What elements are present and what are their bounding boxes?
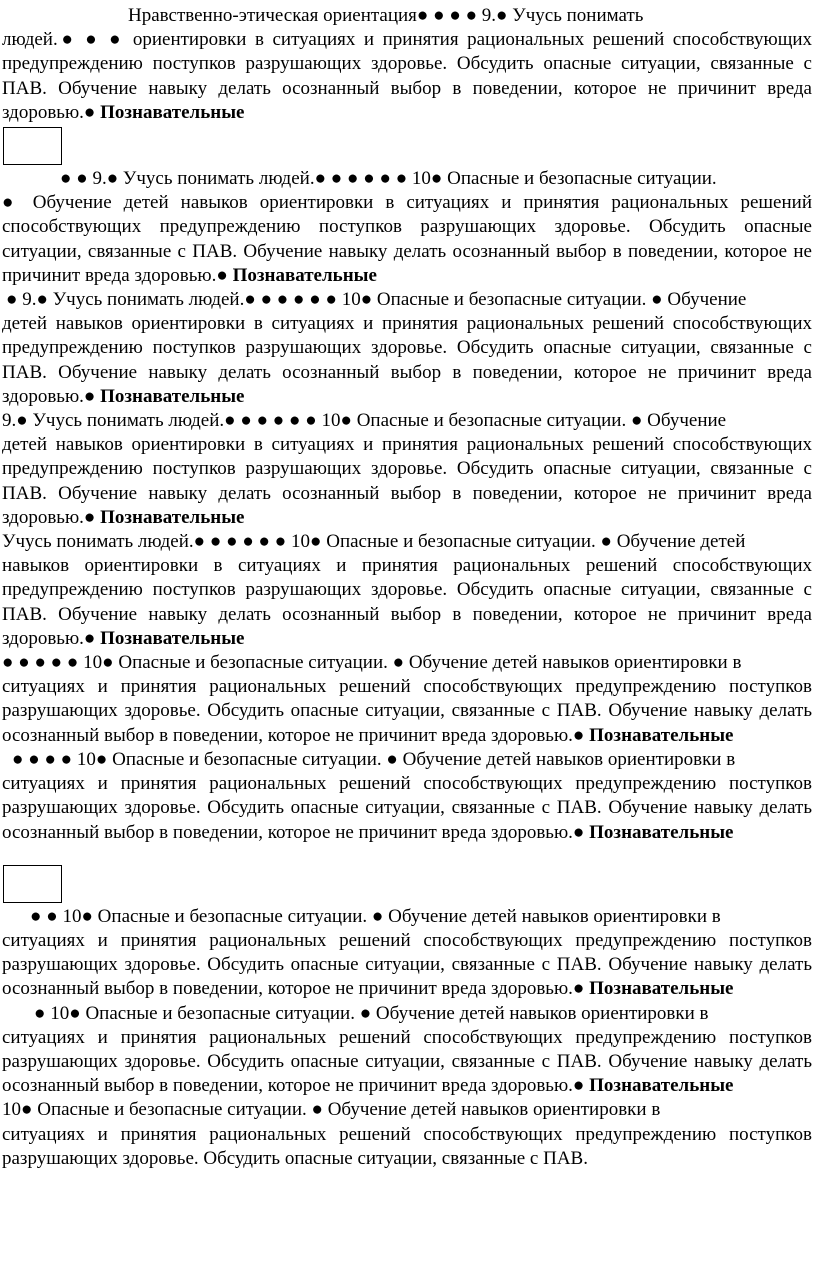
text-block-1	[2, 4, 812, 125]
block-body: ● Обучение детей навыков ориентировки в ситуациях и принятия рациональных решений способствующих предупреждению поступков разрушающих здоровье. Обсудить опасные ситуации, связанные с ПАВ. Обучение навыку делать осознанный выбор в поведении, которое не причинит вреда здоровью.● Познавательные	[2, 192, 812, 286]
block-body: детей навыков ориентировки в ситуациях и принятия рациональных решений способствующих предупреждению поступков разрушающих здоровье. Обсудить опасные ситуации, связанные с ПАВ. Обучение навыку делать осознанный выбор в поведении, которое не причинит вреда здоровью.● Познавательные	[2, 313, 812, 407]
bold-label: Познавательные	[100, 627, 245, 649]
text-block-3	[2, 288, 812, 409]
block-lead: 9.● Учусь понимать людей.● ● ● ● ● ● 10● Опасные и безопасные ситуации. ● Обучение	[2, 410, 727, 432]
empty-frame	[3, 865, 62, 903]
block-body: ситуациях и принятия рациональных решений способствующих предупреждению поступков разрушающих здоровье. Обсудить опасные ситуации, связанные с ПАВ. Обучение навыку делать осознанный выбор в поведении, которое не причинит вреда здоровью.● Познавательные	[2, 676, 812, 746]
block-body: ситуациях и принятия рациональных решений способствующих предупреждению поступков разрушающих здоровье. Обсудить опасные ситуации, связанные с ПАВ. Обучение навыку делать осознанный выбор в поведении, которое не причинит вреда здоровью.● Познавательные	[2, 1026, 812, 1097]
block-body: ситуациях и принятия рациональных решений способствующих предупреждению поступков разрушающих здоровье. Обсудить опасные ситуации, связанные с ПАВ. Обучение навыку делать осознанный выбор в поведении, которое не причинит вреда здоровью.● Познавательные	[2, 929, 812, 1000]
block-lead: 10● Опасные и безопасные ситуации. ● Обучение детей навыков ориентировки в	[2, 1099, 661, 1121]
block-lead: ● 9.● Учусь понимать людей.● ● ● ● ● ● 10● Опасные и безопасные ситуации. ● Обучение	[6, 289, 747, 311]
bold-label: Познавательные	[589, 724, 734, 746]
bold-label: Познавательные	[589, 978, 734, 1000]
block-body: навыков ориентировки в ситуациях и принятия рациональных решений способствующих предупреждению поступков разрушающих здоровье. Обсудить опасные ситуации, связанные с ПАВ. Обучение навыку делать осознанный выбор в поведении, которое не причинит вреда здоровью.● Познавательные	[2, 555, 812, 649]
bold-label: Познавательные	[100, 385, 245, 407]
text-block-10	[2, 1098, 812, 1171]
empty-frame	[3, 127, 62, 165]
document-page	[2, 4, 812, 1171]
bold-label: Познавательные	[589, 1075, 734, 1097]
block-lead: Учусь понимать людей.● ● ● ● ● ● 10● Опасные и безопасные ситуации. ● Обучение детей	[2, 531, 746, 553]
block-lead: ● ● ● ● ● 10● Опасные и безопасные ситуации. ● Обучение детей навыков ориентировки в	[2, 652, 742, 674]
bold-label: Познавательные	[232, 264, 377, 286]
text-block-6	[2, 651, 812, 748]
bold-label: Познавательные	[100, 101, 245, 123]
block-lead: Нравственно-этическая ориентация● ● ● ● 9.● Учусь понимать	[128, 5, 644, 26]
block-lead: ● 10● Опасные и безопасные ситуации. ● Обучение детей навыков ориентировки в	[34, 1002, 709, 1024]
block-body: детей навыков ориентировки в ситуациях и принятия рациональных решений способствующих предупреждению поступков разрушающих здоровье. Обсудить опасные ситуации, связанные с ПАВ. Обучение навыку делать осознанный выбор в поведении, которое не причинит вреда здоровью.● Познавательные	[2, 434, 812, 528]
text-block-5	[2, 530, 812, 651]
block-lead: ● ● 9.● Учусь понимать людей.● ● ● ● ● ● 10● Опасные и безопасные ситуации.	[60, 168, 717, 190]
block-body: ситуациях и принятия рациональных решений способствующих предупреждению поступков разрушающих здоровье. Обсудить опасные ситуации, связанные с ПАВ. Обучение навыку делать осознанный выбор в поведении, которое не причинит вреда здоровью.● Познавательные	[2, 773, 812, 843]
block-lead: ● ● 10● Опасные и безопасные ситуации. ● Обучение детей навыков ориентировки в	[30, 905, 721, 927]
text-block-9	[2, 1002, 812, 1099]
block-body: людей.● ● ● ориентировки в ситуациях и принятия рациональных решений способствующих предупреждению поступков разрушающих здоровье. Обсудить опасные ситуации, связанные с ПАВ. Обучение навыку делать осознанный выбор в поведении, которое не причинит вреда здоровью.● Познавательные	[2, 29, 812, 123]
text-block-7	[2, 748, 812, 845]
text-block-2	[2, 167, 812, 288]
bold-label: Познавательные	[100, 506, 245, 528]
block-body: ситуациях и принятия рациональных решений способствующих предупреждению поступков разрушающих здоровье. Обсудить опасные ситуации, связанные с ПАВ.	[2, 1123, 812, 1169]
bold-label: Познавательные	[589, 821, 734, 843]
block-lead: ● ● ● ● 10● Опасные и безопасные ситуации. ● Обучение детей навыков ориентировки в	[12, 748, 736, 770]
text-block-8	[2, 905, 812, 1002]
text-block-4	[2, 409, 812, 530]
